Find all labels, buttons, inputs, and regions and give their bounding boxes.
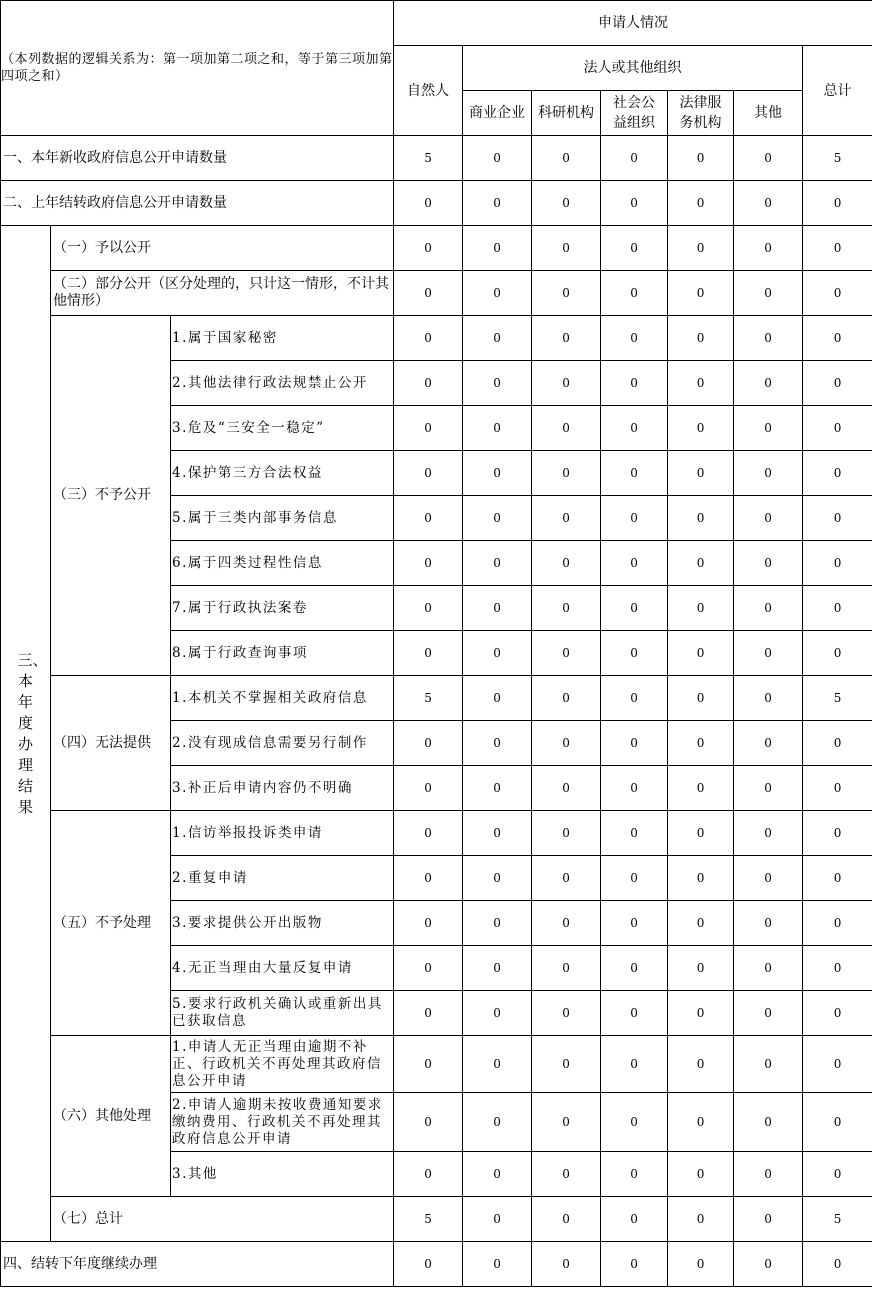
logic-note: （本列数据的逻辑关系为：第一项加第二项之和，等于第三项加第四项之和） <box>1 1 394 136</box>
col-header-other: 其他 <box>734 91 803 136</box>
cell: 5 <box>803 1197 872 1242</box>
table-row <box>1 1036 872 1093</box>
cell: 0 <box>668 1036 734 1093</box>
cell: 0 <box>668 1242 734 1287</box>
cell: 0 <box>668 406 734 451</box>
cell: 0 <box>394 901 463 946</box>
cell: 0 <box>734 1242 803 1287</box>
applicant-situation-header: 申请人情况 <box>394 1 872 46</box>
cell: 0 <box>532 541 601 586</box>
cell: 0 <box>601 1197 668 1242</box>
cell: 0 <box>394 451 463 496</box>
item-label: 6.属于四类过程性信息 <box>171 541 394 586</box>
group-label: （三）不予公开 <box>51 316 171 676</box>
cell: 0 <box>463 136 532 181</box>
cell: 0 <box>601 901 668 946</box>
cell: 0 <box>601 631 668 676</box>
cell: 0 <box>463 1152 532 1197</box>
cell: 0 <box>668 991 734 1036</box>
cell: 0 <box>734 541 803 586</box>
section-three-label <box>1 226 51 1242</box>
cell: 0 <box>463 631 532 676</box>
table-row <box>1 1242 872 1287</box>
item-label: 4.无正当理由大量反复申请 <box>171 946 394 991</box>
row-label: （七）总计 <box>51 1197 394 1242</box>
cell: 0 <box>668 586 734 631</box>
cell: 0 <box>394 1036 463 1093</box>
cell: 0 <box>532 1093 601 1152</box>
cell: 0 <box>463 451 532 496</box>
cell: 0 <box>601 541 668 586</box>
cell: 0 <box>463 406 532 451</box>
cell: 0 <box>668 226 734 271</box>
cell: 0 <box>668 1093 734 1152</box>
cell: 0 <box>668 631 734 676</box>
cell: 0 <box>734 1093 803 1152</box>
cell: 0 <box>394 181 463 226</box>
item-label: 8.属于行政查询事项 <box>171 631 394 676</box>
cell: 0 <box>803 496 872 541</box>
cell: 0 <box>601 181 668 226</box>
row-label: （二）部分公开（区分处理的，只计这一情形，不计其他情形） <box>51 271 394 316</box>
cell: 0 <box>532 856 601 901</box>
cell: 0 <box>394 811 463 856</box>
cell: 0 <box>394 496 463 541</box>
table-row <box>1 1197 872 1242</box>
cell: 0 <box>734 316 803 361</box>
table-row <box>1 811 872 856</box>
cell: 0 <box>463 1242 532 1287</box>
cell: 0 <box>803 991 872 1036</box>
cell: 0 <box>532 991 601 1036</box>
item-label: 1.申请人无正当理由逾期不补正、行政机关不再处理其政府信息公开申请 <box>171 1036 394 1093</box>
cell: 0 <box>601 991 668 1036</box>
table-row <box>1 316 872 361</box>
cell: 0 <box>394 856 463 901</box>
cell: 0 <box>668 811 734 856</box>
cell: 0 <box>601 271 668 316</box>
cell: 0 <box>463 1036 532 1093</box>
cell: 0 <box>532 676 601 721</box>
cell: 0 <box>734 226 803 271</box>
cell: 0 <box>601 226 668 271</box>
natural-person-header: 自然人 <box>394 46 463 136</box>
cell: 0 <box>532 1152 601 1197</box>
cell: 0 <box>734 946 803 991</box>
group-label: （五）不予处理 <box>51 811 171 1036</box>
cell: 0 <box>734 136 803 181</box>
cell: 0 <box>601 361 668 406</box>
cell: 0 <box>734 766 803 811</box>
cell: 0 <box>532 181 601 226</box>
cell: 0 <box>734 361 803 406</box>
cell: 0 <box>601 451 668 496</box>
col-header-legal-service: 法律服务机构 <box>668 91 734 136</box>
cell: 0 <box>601 1152 668 1197</box>
cell: 0 <box>803 811 872 856</box>
cell: 0 <box>734 181 803 226</box>
row-label: 一、本年新收政府信息公开申请数量 <box>1 136 394 181</box>
cell: 0 <box>734 586 803 631</box>
cell: 0 <box>394 991 463 1036</box>
cell: 0 <box>463 991 532 1036</box>
cell: 0 <box>601 406 668 451</box>
cell: 0 <box>803 541 872 586</box>
col-header-public-welfare: 社会公益组织 <box>601 91 668 136</box>
cell: 0 <box>532 721 601 766</box>
cell: 0 <box>668 451 734 496</box>
cell: 0 <box>532 631 601 676</box>
cell: 0 <box>394 1152 463 1197</box>
cell: 0 <box>601 676 668 721</box>
cell: 0 <box>668 1197 734 1242</box>
cell: 0 <box>734 856 803 901</box>
cell: 0 <box>394 586 463 631</box>
cell: 0 <box>463 1093 532 1152</box>
cell: 0 <box>463 721 532 766</box>
cell: 0 <box>734 631 803 676</box>
cell: 0 <box>803 946 872 991</box>
cell: 0 <box>601 136 668 181</box>
col-header-research: 科研机构 <box>532 91 601 136</box>
cell: 0 <box>803 766 872 811</box>
cell: 0 <box>803 631 872 676</box>
cell: 0 <box>601 586 668 631</box>
cell: 0 <box>394 316 463 361</box>
cell: 0 <box>803 361 872 406</box>
cell: 0 <box>463 586 532 631</box>
cell: 0 <box>734 901 803 946</box>
cell: 0 <box>463 1197 532 1242</box>
cell: 0 <box>668 181 734 226</box>
cell: 0 <box>803 1242 872 1287</box>
item-label: 4.保护第三方合法权益 <box>171 451 394 496</box>
cell: 5 <box>394 676 463 721</box>
legal-org-header: 法人或其他组织 <box>463 46 803 91</box>
cell: 0 <box>734 721 803 766</box>
item-label: 3.要求提供公开出版物 <box>171 901 394 946</box>
cell: 0 <box>532 1242 601 1287</box>
cell: 0 <box>463 361 532 406</box>
cell: 0 <box>734 451 803 496</box>
cell: 0 <box>668 901 734 946</box>
cell: 0 <box>601 811 668 856</box>
group-label: （六）其他处理 <box>51 1036 171 1197</box>
cell: 0 <box>803 586 872 631</box>
cell: 0 <box>601 1242 668 1287</box>
cell: 0 <box>532 361 601 406</box>
item-label: 1.属于国家秘密 <box>171 316 394 361</box>
row-label: （一）予以公开 <box>51 226 394 271</box>
item-label: 2.重复申请 <box>171 856 394 901</box>
item-label: 3.危及“三安全一稳定” <box>171 406 394 451</box>
cell: 0 <box>601 1093 668 1152</box>
cell: 0 <box>394 721 463 766</box>
cell: 0 <box>668 721 734 766</box>
cell: 0 <box>734 1197 803 1242</box>
cell: 0 <box>803 856 872 901</box>
cell: 0 <box>803 721 872 766</box>
cell: 0 <box>803 271 872 316</box>
cell: 0 <box>463 541 532 586</box>
cell: 0 <box>394 766 463 811</box>
cell: 0 <box>668 541 734 586</box>
cell: 5 <box>394 136 463 181</box>
cell: 0 <box>532 451 601 496</box>
cell: 0 <box>668 496 734 541</box>
cell: 0 <box>394 631 463 676</box>
cell: 0 <box>394 946 463 991</box>
cell: 0 <box>668 676 734 721</box>
cell: 0 <box>668 1152 734 1197</box>
table-row <box>1 271 872 316</box>
table-row <box>1 676 872 721</box>
table-row <box>1 136 872 181</box>
cell: 0 <box>601 721 668 766</box>
cell: 0 <box>601 946 668 991</box>
row-label: 四、结转下年度继续办理 <box>1 1242 394 1287</box>
cell: 0 <box>601 1036 668 1093</box>
cell: 0 <box>668 946 734 991</box>
cell: 0 <box>668 856 734 901</box>
cell: 0 <box>668 271 734 316</box>
cell: 0 <box>463 271 532 316</box>
cell: 0 <box>532 226 601 271</box>
item-label: 2.没有现成信息需要另行制作 <box>171 721 394 766</box>
cell: 0 <box>734 271 803 316</box>
cell: 0 <box>463 901 532 946</box>
cell: 0 <box>394 406 463 451</box>
cell: 0 <box>532 406 601 451</box>
total-header: 总计 <box>803 46 872 136</box>
item-label: 7.属于行政执法案卷 <box>171 586 394 631</box>
cell: 0 <box>803 406 872 451</box>
item-label: 5.要求行政机关确认或重新出具已获取信息 <box>171 991 394 1036</box>
cell: 0 <box>601 766 668 811</box>
item-label: 2.其他法律行政法规禁止公开 <box>171 361 394 406</box>
cell: 0 <box>532 496 601 541</box>
table-row <box>1 226 872 271</box>
cell: 0 <box>734 1152 803 1197</box>
cell: 0 <box>394 541 463 586</box>
cell: 0 <box>532 1036 601 1093</box>
cell: 0 <box>463 766 532 811</box>
cell: 0 <box>463 946 532 991</box>
cell: 0 <box>463 811 532 856</box>
cell: 0 <box>394 271 463 316</box>
item-label: 5.属于三类内部事务信息 <box>171 496 394 541</box>
col-header-commercial: 商业企业 <box>463 91 532 136</box>
cell: 5 <box>803 676 872 721</box>
cell: 0 <box>803 1036 872 1093</box>
cell: 5 <box>394 1197 463 1242</box>
item-label: 3.其他 <box>171 1152 394 1197</box>
cell: 5 <box>803 136 872 181</box>
cell: 0 <box>394 361 463 406</box>
cell: 0 <box>532 811 601 856</box>
cell: 0 <box>532 316 601 361</box>
cell: 0 <box>734 676 803 721</box>
cell: 0 <box>734 811 803 856</box>
cell: 0 <box>532 271 601 316</box>
cell: 0 <box>803 226 872 271</box>
cell: 0 <box>734 991 803 1036</box>
cell: 0 <box>532 136 601 181</box>
section-three-text: 三、本年度办理结果 <box>17 650 48 816</box>
cell: 0 <box>463 676 532 721</box>
cell: 0 <box>601 316 668 361</box>
item-label: 1.信访举报投诉类申请 <box>171 811 394 856</box>
cell: 0 <box>803 1093 872 1152</box>
cell: 0 <box>463 856 532 901</box>
cell: 0 <box>463 316 532 361</box>
cell: 0 <box>394 1242 463 1287</box>
cell: 0 <box>803 1152 872 1197</box>
row-label: 二、上年结转政府信息公开申请数量 <box>1 181 394 226</box>
cell: 0 <box>463 226 532 271</box>
cell: 0 <box>734 406 803 451</box>
cell: 0 <box>803 316 872 361</box>
group-label: （四）无法提供 <box>51 676 171 811</box>
cell: 0 <box>668 766 734 811</box>
cell: 0 <box>532 901 601 946</box>
cell: 0 <box>601 496 668 541</box>
cell: 0 <box>463 181 532 226</box>
cell: 0 <box>734 496 803 541</box>
cell: 0 <box>394 1093 463 1152</box>
table-row <box>1 181 872 226</box>
item-label: 3.补正后申请内容仍不明确 <box>171 766 394 811</box>
item-label: 2.申请人逾期未按收费通知要求缴纳费用、行政机关不再处理其政府信息公开申请 <box>171 1093 394 1152</box>
cell: 0 <box>668 316 734 361</box>
cell: 0 <box>668 136 734 181</box>
cell: 0 <box>394 226 463 271</box>
cell: 0 <box>463 496 532 541</box>
cell: 0 <box>803 181 872 226</box>
cell: 0 <box>668 361 734 406</box>
cell: 0 <box>734 1036 803 1093</box>
cell: 0 <box>532 766 601 811</box>
cell: 0 <box>803 901 872 946</box>
item-label: 1.本机关不掌握相关政府信息 <box>171 676 394 721</box>
cell: 0 <box>532 586 601 631</box>
cell: 0 <box>532 946 601 991</box>
cell: 0 <box>532 1197 601 1242</box>
cell: 0 <box>803 451 872 496</box>
cell: 0 <box>601 856 668 901</box>
